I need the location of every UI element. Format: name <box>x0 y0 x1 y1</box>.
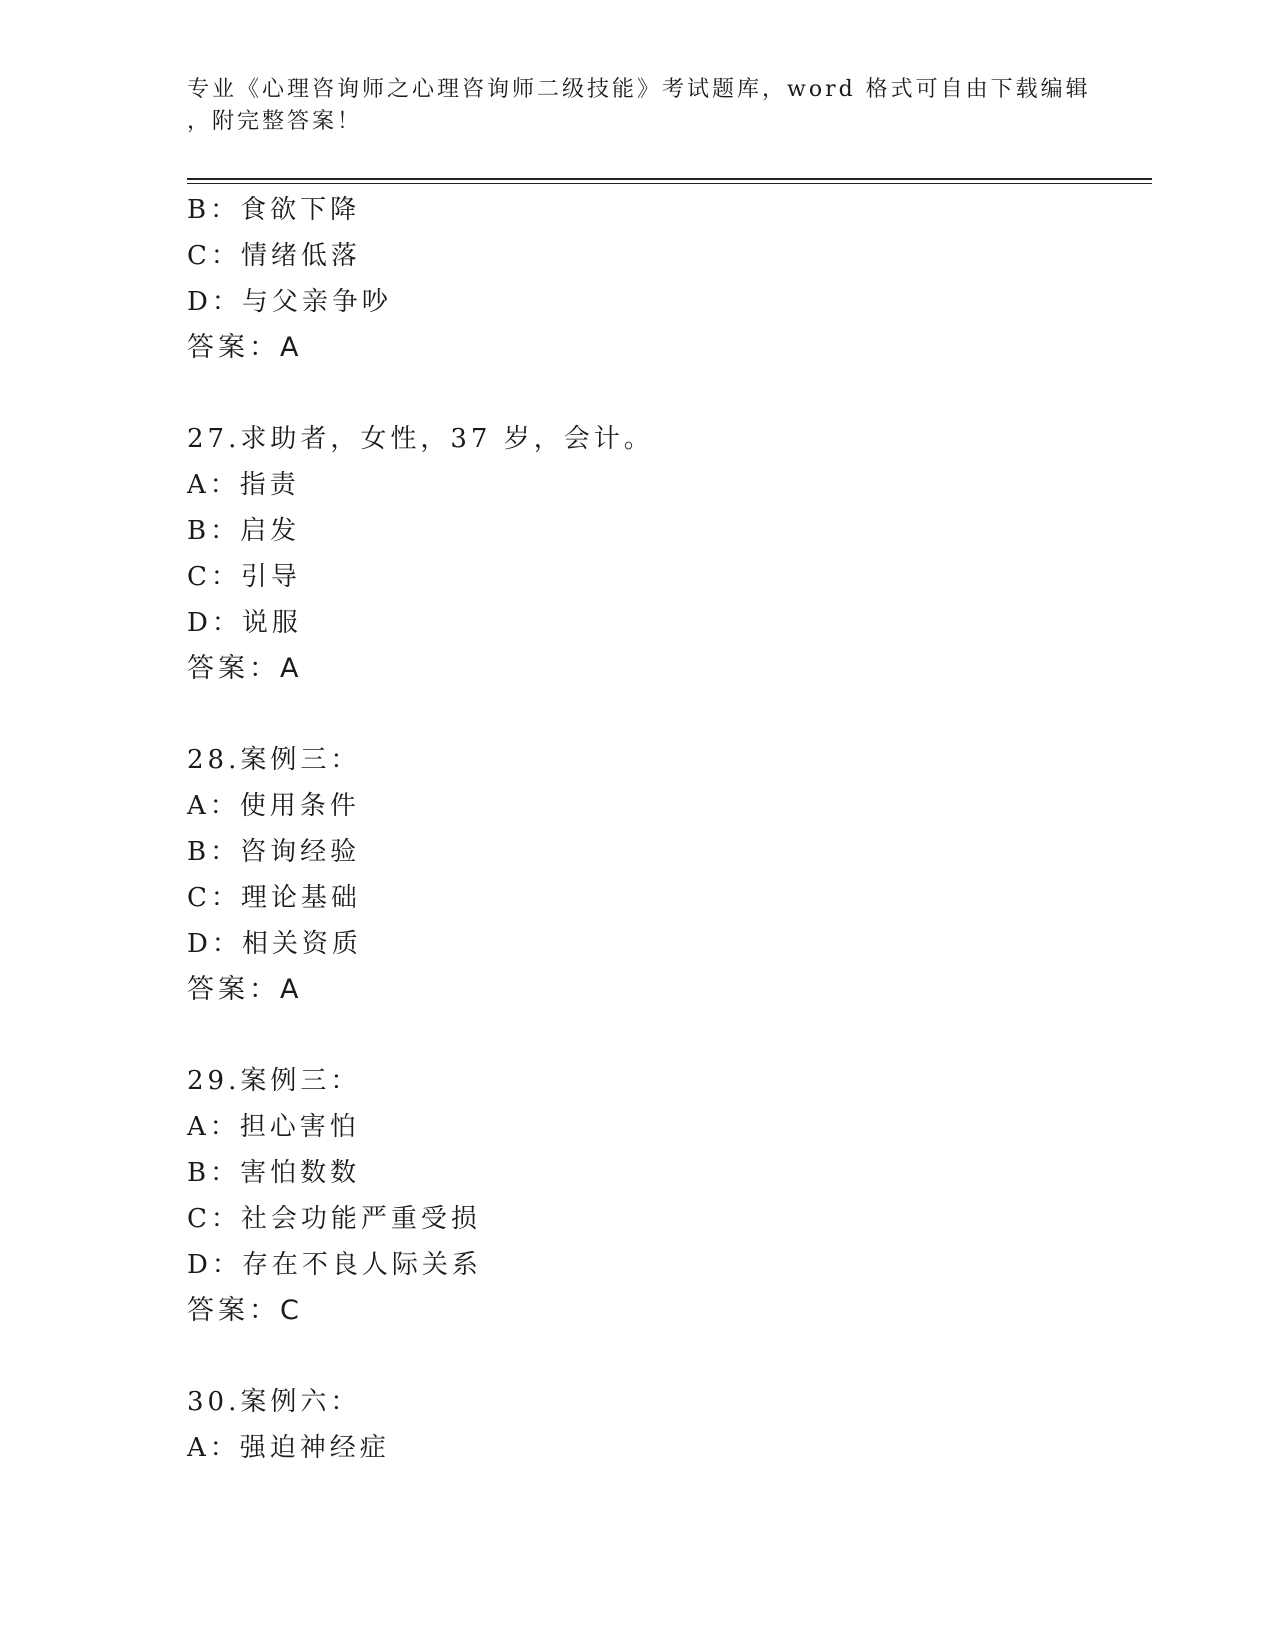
option-key: C： <box>187 883 241 913</box>
answer-line: 答案：C <box>187 1295 303 1326</box>
option-key: C： <box>187 1204 241 1234</box>
question-title: 30.案例六： <box>187 1387 361 1417</box>
question-title: 29.案例三： <box>187 1066 361 1096</box>
option-text: 情绪低落 <box>240 241 361 271</box>
option-key: A： <box>187 470 240 500</box>
option-row <box>187 783 1147 829</box>
option-row <box>187 187 1147 233</box>
option-row <box>187 829 1147 875</box>
option-row <box>187 875 1147 921</box>
option-key: D： <box>187 608 242 638</box>
option-key: A： <box>187 1112 240 1142</box>
option-row <box>187 279 1147 325</box>
option-key: A： <box>187 791 240 821</box>
question-list <box>187 187 1147 1471</box>
option-text: 存在不良人际关系 <box>241 1250 482 1280</box>
header-line-2: ，附完整答案！ <box>187 109 363 134</box>
option-row <box>187 1104 1147 1150</box>
option-text: 理论基础 <box>240 883 361 913</box>
option-text: 使用条件 <box>239 791 360 821</box>
header-line-1: 专业《心理咨询师之心理咨询师二级技能》考试题库，word 格式可自由下载编辑 <box>187 77 1091 102</box>
option-row <box>187 1242 1147 1288</box>
option-text: 说服 <box>241 608 302 638</box>
option-key: B： <box>187 516 241 546</box>
option-key: B： <box>187 837 241 867</box>
option-text: 咨询经验 <box>240 837 361 867</box>
answer-line: 答案：A <box>187 974 303 1005</box>
option-key: B： <box>187 1158 241 1188</box>
document-header <box>187 74 1091 138</box>
option-text: 担心害怕 <box>239 1112 360 1142</box>
option-text: 引导 <box>240 562 301 592</box>
option-key: B： <box>187 195 241 225</box>
option-row <box>187 508 1147 554</box>
option-text: 指责 <box>239 470 300 500</box>
option-text: 相关资质 <box>241 929 362 959</box>
option-key: D： <box>187 1250 242 1280</box>
header-divider-thin <box>187 183 1152 184</box>
option-text: 社会功能严重受损 <box>240 1204 481 1234</box>
option-key: D： <box>187 929 242 959</box>
option-row <box>187 600 1147 646</box>
answer-line: 答案：A <box>187 332 303 363</box>
option-row <box>187 1425 1147 1471</box>
question-title: 27.求助者，女性，37 岁，会计。 <box>187 424 654 454</box>
question-title: 28.案例三： <box>187 745 361 775</box>
option-text: 启发 <box>240 516 301 546</box>
option-row <box>187 921 1147 967</box>
option-row <box>187 1150 1147 1196</box>
option-text: 害怕数数 <box>240 1158 361 1188</box>
option-text: 与父亲争吵 <box>241 287 392 317</box>
option-row <box>187 1196 1147 1242</box>
option-text: 食欲下降 <box>240 195 361 225</box>
option-row <box>187 462 1147 508</box>
answer-line: 答案：A <box>187 653 303 684</box>
option-row <box>187 233 1147 279</box>
option-row <box>187 554 1147 600</box>
option-key: C： <box>187 562 241 592</box>
option-text: 强迫神经症 <box>239 1433 390 1463</box>
header-divider-thick <box>187 178 1152 180</box>
option-key: A： <box>187 1433 240 1463</box>
option-key: D： <box>187 287 242 317</box>
option-key: C： <box>187 241 241 271</box>
